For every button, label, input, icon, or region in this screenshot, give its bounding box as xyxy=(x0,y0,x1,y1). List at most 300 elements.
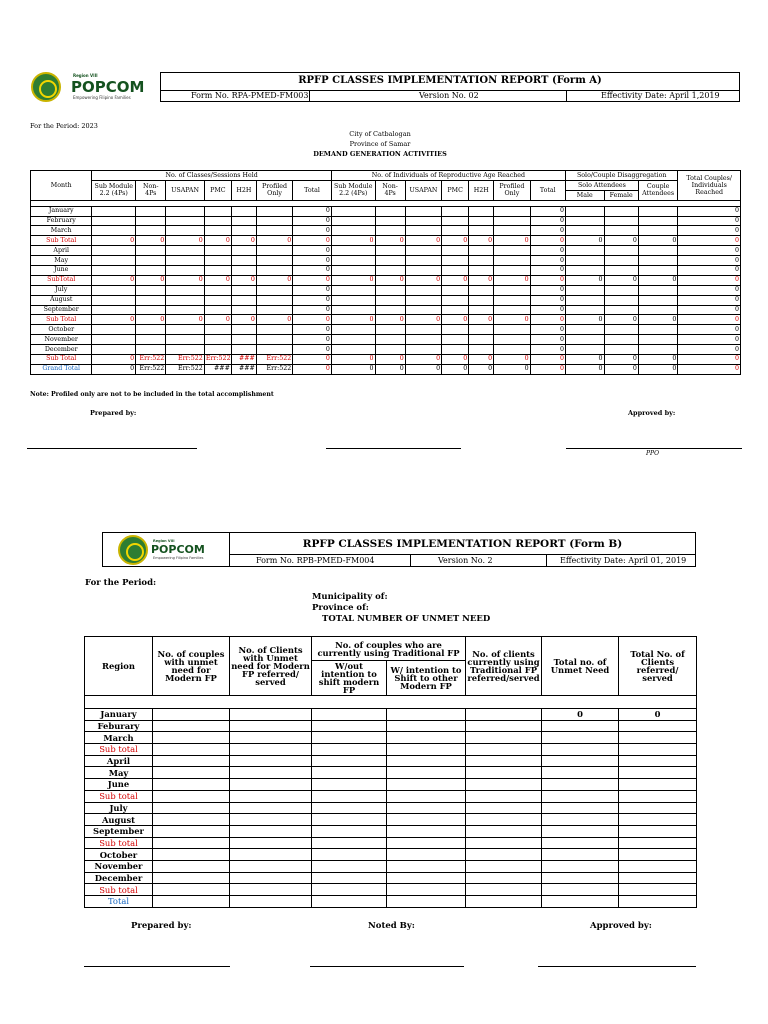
form-a-cell xyxy=(204,266,231,276)
form-b-cell xyxy=(153,744,230,756)
form-a-cell xyxy=(204,325,231,335)
form-a-cell xyxy=(92,295,136,305)
form-a-cell xyxy=(375,206,405,216)
form-a-cell: 0 xyxy=(442,355,469,365)
form-b-row xyxy=(85,732,697,744)
form-a-cell xyxy=(442,206,469,216)
form-a-cell: 0 xyxy=(678,216,741,226)
form-a-cell xyxy=(442,325,469,335)
form-a-cell: 0 xyxy=(293,295,332,305)
form-a-cell xyxy=(166,345,205,355)
col-clients-traditional: No. of clients currently using Traditional FP referred/served xyxy=(466,637,542,696)
form-a-cell: 0 xyxy=(678,206,741,216)
form-a-cell: 0 xyxy=(331,275,375,285)
form-b-cell xyxy=(312,732,387,744)
form-a-cell xyxy=(166,295,205,305)
form-a-cell xyxy=(638,345,678,355)
form-b-total-referred-cell xyxy=(619,732,697,744)
form-a-row xyxy=(31,345,741,355)
form-a-cell: ### xyxy=(231,364,256,374)
form-b-cell xyxy=(153,837,230,849)
form-a-cell xyxy=(331,226,375,236)
form-a-cell xyxy=(331,216,375,226)
form-b-total-unmet-cell xyxy=(542,720,619,732)
form-b-cell xyxy=(466,884,542,896)
form-a-cell: 0 xyxy=(530,275,565,285)
form-a-cell xyxy=(166,335,205,345)
form-a-cell: Err:522 xyxy=(136,355,166,365)
form-a-cell: 0 xyxy=(293,315,332,325)
form-b-form-no: Form No. RPB-PMED-FM004 xyxy=(256,556,375,565)
form-a-cell xyxy=(166,206,205,216)
form-b-cell xyxy=(466,896,542,908)
form-a-cell: 0 xyxy=(469,355,494,365)
form-a-cell: 0 xyxy=(293,275,332,285)
form-a-cell: 0 xyxy=(530,325,565,335)
form-b-total-unmet-cell xyxy=(542,744,619,756)
form-a-cell: 0 xyxy=(678,335,741,345)
form-b-municipality: Municipality of: xyxy=(312,592,388,602)
form-a-approved-by: Approved by: xyxy=(628,409,676,417)
form-b-total-referred-cell xyxy=(619,884,697,896)
form-a-cell: 0 xyxy=(678,226,741,236)
form-a-cell xyxy=(231,216,256,226)
form-a-cell: 0 xyxy=(469,275,494,285)
form-b-row xyxy=(85,814,697,826)
form-a-ppo: PPO xyxy=(646,450,659,457)
form-b-total-unmet-cell xyxy=(542,884,619,896)
form-a-cell: 0 xyxy=(530,315,565,325)
form-a-prepared-by: Prepared by: xyxy=(90,409,137,417)
form-a-cell: 0 xyxy=(678,355,741,365)
form-b-row-label: Sub total xyxy=(85,744,153,756)
form-a-cell: 0 xyxy=(331,364,375,374)
form-a-cell: Err:522 xyxy=(166,355,205,365)
col-non4ps: Non- 4Ps xyxy=(136,180,166,200)
form-a-cell: 0 xyxy=(92,315,136,325)
form-a-cell xyxy=(494,226,530,236)
form-a-cell xyxy=(136,345,166,355)
form-b-cell xyxy=(466,790,542,802)
form-a-cell xyxy=(442,295,469,305)
form-b-total-referred-cell xyxy=(619,720,697,732)
form-b-cell xyxy=(387,790,466,802)
form-a-cell xyxy=(638,325,678,335)
form-a-cell xyxy=(231,325,256,335)
form-b-total-referred-cell xyxy=(619,849,697,861)
form-a-cell: 0 xyxy=(469,236,494,246)
form-a-cell: 0 xyxy=(530,345,565,355)
form-b-cell xyxy=(312,779,387,791)
form-a-cell: 0 xyxy=(293,266,332,276)
form-a-cell xyxy=(494,295,530,305)
form-b-row-label: July xyxy=(85,802,153,814)
form-a-cell: 0 xyxy=(530,364,565,374)
form-b-cell xyxy=(387,884,466,896)
form-a-cell: 0 xyxy=(442,236,469,246)
form-a-row-label: SubTotal xyxy=(31,275,92,285)
form-a-cell xyxy=(494,345,530,355)
form-b-total-referred-cell xyxy=(619,837,697,849)
form-a-cell xyxy=(469,305,494,315)
col-total-2: Total xyxy=(530,180,565,200)
form-a-cell xyxy=(405,295,441,305)
form-a-cell xyxy=(204,295,231,305)
form-a-note: Note: Profiled only are not to be included in the total accomplishment xyxy=(30,391,274,398)
form-a-cell xyxy=(92,216,136,226)
form-a-cell xyxy=(638,216,678,226)
form-a-cell: 0 xyxy=(530,256,565,266)
form-a-cell xyxy=(92,256,136,266)
form-a-cell: 0 xyxy=(204,315,231,325)
form-b-row-label: December xyxy=(85,872,153,884)
form-a-cell xyxy=(494,325,530,335)
form-a-effectivity: Effectivity Date: April 1,2019 xyxy=(601,91,720,100)
col-couples-unmet: No. of couples with unmet need for Modern FP xyxy=(153,637,230,696)
form-b-row-label: Feburary xyxy=(85,720,153,732)
form-a-cell xyxy=(256,295,292,305)
form-a-cell: 0 xyxy=(494,315,530,325)
col-group-disagg: Solo/Couple Disaggregation xyxy=(566,171,678,181)
form-a-cell xyxy=(136,285,166,295)
logo-tagline: Empowering Filipino Families xyxy=(73,95,131,100)
form-b-cell xyxy=(153,767,230,779)
form-a-row-label: November xyxy=(31,335,92,345)
form-a-cell xyxy=(469,295,494,305)
form-a-row-label: Grand Total xyxy=(31,364,92,374)
form-b-row-label: September xyxy=(85,825,153,837)
form-a-cell xyxy=(204,285,231,295)
form-a-cell: 0 xyxy=(530,226,565,236)
form-a-cell: 0 xyxy=(530,355,565,365)
form-a-cell xyxy=(166,285,205,295)
form-a-cell xyxy=(494,305,530,315)
form-a-cell: 0 xyxy=(530,285,565,295)
form-a-row-label: January xyxy=(31,206,92,216)
form-b-total-unmet-cell xyxy=(542,860,619,872)
form-b-row-label: May xyxy=(85,767,153,779)
form-a-cell xyxy=(204,246,231,256)
form-a-cell xyxy=(231,335,256,345)
form-a-cell xyxy=(405,206,441,216)
form-a-cell: 0 xyxy=(92,364,136,374)
form-a-cell xyxy=(638,246,678,256)
form-a-row xyxy=(31,355,741,365)
form-a-cell xyxy=(375,295,405,305)
form-a-cell xyxy=(469,206,494,216)
form-a-cell: Err:522 xyxy=(256,355,292,365)
form-b-cell xyxy=(230,755,312,767)
form-b-header xyxy=(229,532,696,567)
form-a-cell: 0 xyxy=(136,275,166,285)
form-b-total-referred-cell xyxy=(619,779,697,791)
form-a-sign-line-3 xyxy=(566,448,742,449)
form-a-cell xyxy=(166,256,205,266)
form-a-row xyxy=(31,315,741,325)
col-h2h-2: H2H xyxy=(469,180,494,200)
form-a-row xyxy=(31,216,741,226)
form-a-cell xyxy=(405,216,441,226)
form-a-row xyxy=(31,275,741,285)
form-a-title: RPFP CLASSES IMPLEMENTATION REPORT (Form A) xyxy=(298,75,602,86)
form-a-cell xyxy=(331,256,375,266)
col-profiled-2: Profiled Only xyxy=(494,180,530,200)
form-a-cell xyxy=(469,325,494,335)
form-b-total-unmet-cell xyxy=(542,872,619,884)
form-a-cell xyxy=(604,256,638,266)
form-a-cell xyxy=(566,305,605,315)
form-b-total-unmet-cell xyxy=(542,790,619,802)
form-a-cell xyxy=(604,285,638,295)
form-b-cell xyxy=(312,802,387,814)
form-a-cell xyxy=(231,305,256,315)
form-a-row xyxy=(31,226,741,236)
form-b-total-unmet-cell xyxy=(542,814,619,826)
form-a-cell: 0 xyxy=(331,355,375,365)
form-a-cell: 0 xyxy=(331,315,375,325)
form-b-row-label: April xyxy=(85,755,153,767)
form-a-cell xyxy=(231,285,256,295)
form-a-cell xyxy=(375,345,405,355)
col-total-referred: Total No. of Clients referred/ served xyxy=(619,637,697,696)
form-a-cell: 0 xyxy=(166,315,205,325)
form-a-cell xyxy=(256,216,292,226)
form-a-cell xyxy=(442,216,469,226)
col-with-intention: W/ intention to Shift to other Modern FP xyxy=(387,661,466,696)
form-b-row xyxy=(85,755,697,767)
form-a-cell xyxy=(92,266,136,276)
form-a-cell: 0 xyxy=(405,275,441,285)
form-a-cell xyxy=(566,295,605,305)
form-a-cell xyxy=(375,335,405,345)
form-b-total-unmet-cell: 0 xyxy=(542,709,619,721)
form-a-cell: 0 xyxy=(566,364,605,374)
form-a-cell xyxy=(136,266,166,276)
form-a-cell xyxy=(494,206,530,216)
form-a-cell xyxy=(204,305,231,315)
form-a-cell xyxy=(136,335,166,345)
form-a-cell: 0 xyxy=(293,216,332,226)
form-a-cell: 0 xyxy=(92,236,136,246)
form-b-cell xyxy=(230,767,312,779)
form-a-cell: 0 xyxy=(204,275,231,285)
form-b-cell xyxy=(153,755,230,767)
form-a-cell: 0 xyxy=(293,325,332,335)
form-a-row-label: June xyxy=(31,266,92,276)
form-a-cell xyxy=(256,305,292,315)
form-a-cell xyxy=(469,345,494,355)
form-b-total-referred-cell xyxy=(619,767,697,779)
form-a-cell: Err:522 xyxy=(205,355,231,363)
form-a-cell xyxy=(604,266,638,276)
form-b-period: For the Period: xyxy=(85,578,157,588)
form-a-cell xyxy=(375,305,405,315)
form-b-row xyxy=(85,884,697,896)
form-b-cell xyxy=(230,790,312,802)
form-a-cell xyxy=(494,335,530,345)
col-usapan-2: USAPAN xyxy=(405,180,441,200)
form-b-cell xyxy=(153,814,230,826)
form-a-cell xyxy=(494,216,530,226)
form-b-cell xyxy=(387,744,466,756)
form-a-cell: 0 xyxy=(293,256,332,266)
form-a-form-no: Form No. RPA-PMED-FM003 xyxy=(191,91,309,100)
form-a-cell xyxy=(494,266,530,276)
form-a-cell xyxy=(92,246,136,256)
form-a-cell xyxy=(566,345,605,355)
form-a-cell xyxy=(566,335,605,345)
form-a-cell: ### xyxy=(204,364,231,374)
form-b-cell xyxy=(466,779,542,791)
form-a-cell xyxy=(256,206,292,216)
form-a-cell: 0 xyxy=(678,246,741,256)
form-b-cell xyxy=(153,860,230,872)
form-b-cell xyxy=(230,814,312,826)
form-a-cell: 0 xyxy=(136,315,166,325)
form-b-cell xyxy=(466,825,542,837)
form-b-row-label: June xyxy=(85,779,153,791)
form-b-total-unmet-cell xyxy=(542,779,619,791)
form-a-cell: 0 xyxy=(204,236,231,246)
form-b-cell xyxy=(466,872,542,884)
form-a-cell: ### xyxy=(231,355,256,365)
form-a-cell xyxy=(442,246,469,256)
form-a-row xyxy=(31,325,741,335)
form-a-cell xyxy=(638,206,678,216)
form-a-cell xyxy=(405,335,441,345)
form-a-cell xyxy=(469,335,494,345)
form-a-cell: 0 xyxy=(293,226,332,236)
form-a-row-label: October xyxy=(31,325,92,335)
form-a-row-label: Sub Total xyxy=(31,355,92,365)
form-b-cell xyxy=(466,860,542,872)
form-a-cell xyxy=(375,266,405,276)
popcom-seal-icon-b xyxy=(118,535,148,565)
logo-b-region: Region VIII xyxy=(153,539,175,543)
form-a-cell: 0 xyxy=(293,285,332,295)
form-a-cell xyxy=(331,305,375,315)
form-a-row xyxy=(31,364,741,374)
form-b-row xyxy=(85,849,697,861)
form-a-cell xyxy=(231,295,256,305)
form-a-cell: 0 xyxy=(375,315,405,325)
form-a-cell xyxy=(638,295,678,305)
form-a-row xyxy=(31,206,741,216)
form-a-sign-line-2 xyxy=(326,448,461,449)
form-a-cell: 0 xyxy=(293,236,332,246)
form-a-cell xyxy=(231,226,256,236)
form-a-cell: 0 xyxy=(293,206,332,216)
form-b-cell xyxy=(312,837,387,849)
form-a-cell: 0 xyxy=(293,355,332,365)
form-b-total-referred-cell xyxy=(619,744,697,756)
form-a-cell: 0 xyxy=(375,275,405,285)
form-a-version: Version No. 02 xyxy=(419,91,479,100)
form-b-total-referred-cell xyxy=(619,790,697,802)
form-a-row-label: Sub Total xyxy=(31,315,92,325)
form-a-cell xyxy=(405,325,441,335)
form-b-cell xyxy=(312,814,387,826)
form-a-cell xyxy=(166,305,205,315)
form-b-cell xyxy=(230,802,312,814)
form-a-cell: 0 xyxy=(678,325,741,335)
form-a-cell xyxy=(604,335,638,345)
form-a-cell: 0 xyxy=(375,355,405,365)
form-a-cell: Err:522 xyxy=(136,364,166,374)
form-a-sign-line-1 xyxy=(27,448,197,449)
col-profiled: Profiled Only xyxy=(256,180,292,200)
form-a-cell: 0 xyxy=(231,315,256,325)
form-a-cell: 0 xyxy=(256,236,292,246)
form-a-cell xyxy=(136,216,166,226)
form-a-cell: 0 xyxy=(469,364,494,374)
form-a-cell xyxy=(604,295,638,305)
col-traditional: No. of couples who are currently using Traditional FP xyxy=(312,637,466,661)
form-a-cell xyxy=(375,216,405,226)
form-a-cell xyxy=(469,226,494,236)
form-b-cell xyxy=(312,896,387,908)
form-a-row xyxy=(31,295,741,305)
form-b-cell xyxy=(387,709,466,721)
form-b-cell xyxy=(387,720,466,732)
form-a-cell xyxy=(442,335,469,345)
form-a-cell xyxy=(469,216,494,226)
form-a-cell: 0 xyxy=(530,216,565,226)
form-a-cell xyxy=(638,266,678,276)
form-a-cell: 0 xyxy=(92,275,136,285)
form-b-cell xyxy=(466,767,542,779)
form-a-cell xyxy=(604,345,638,355)
form-b-cell xyxy=(230,732,312,744)
col-total-unmet: Total no. of Unmet Need xyxy=(542,637,619,696)
form-a-cell: 0 xyxy=(678,285,741,295)
form-a-cell: 0 xyxy=(604,355,638,365)
form-a-cell: 0 xyxy=(375,236,405,246)
form-a-cell: 0 xyxy=(530,335,565,345)
form-b-cell xyxy=(230,744,312,756)
form-b-cell xyxy=(466,709,542,721)
form-b-cell xyxy=(312,767,387,779)
form-b-cell xyxy=(387,814,466,826)
form-a-cell xyxy=(405,345,441,355)
form-b-cell xyxy=(387,872,466,884)
form-a-cell xyxy=(375,226,405,236)
form-a-cell: 0 xyxy=(166,236,205,246)
form-b-cell xyxy=(312,860,387,872)
form-b-total-unmet-cell xyxy=(542,767,619,779)
form-a-cell: 0 xyxy=(530,305,565,315)
form-a-cell: 0 xyxy=(678,266,741,276)
form-a-cell xyxy=(166,226,205,236)
form-a-cell xyxy=(604,226,638,236)
form-b-row xyxy=(85,767,697,779)
form-a-cell xyxy=(469,266,494,276)
form-a-cell xyxy=(604,325,638,335)
form-b-cell xyxy=(230,825,312,837)
form-b-cell xyxy=(312,755,387,767)
form-a-cell xyxy=(566,266,605,276)
form-a-cell xyxy=(256,246,292,256)
form-a-cell xyxy=(566,226,605,236)
form-a-row-label: Sub Total xyxy=(31,236,92,246)
form-a-cell xyxy=(204,345,231,355)
col-total-couples: Total Couples/ Individuals Reached xyxy=(678,171,741,201)
form-a-cell xyxy=(204,216,231,226)
form-b-row xyxy=(85,790,697,802)
form-a-cell: 0 xyxy=(566,275,605,285)
form-b-row xyxy=(85,709,697,721)
form-b-prepared-by: Prepared by: xyxy=(131,921,192,931)
